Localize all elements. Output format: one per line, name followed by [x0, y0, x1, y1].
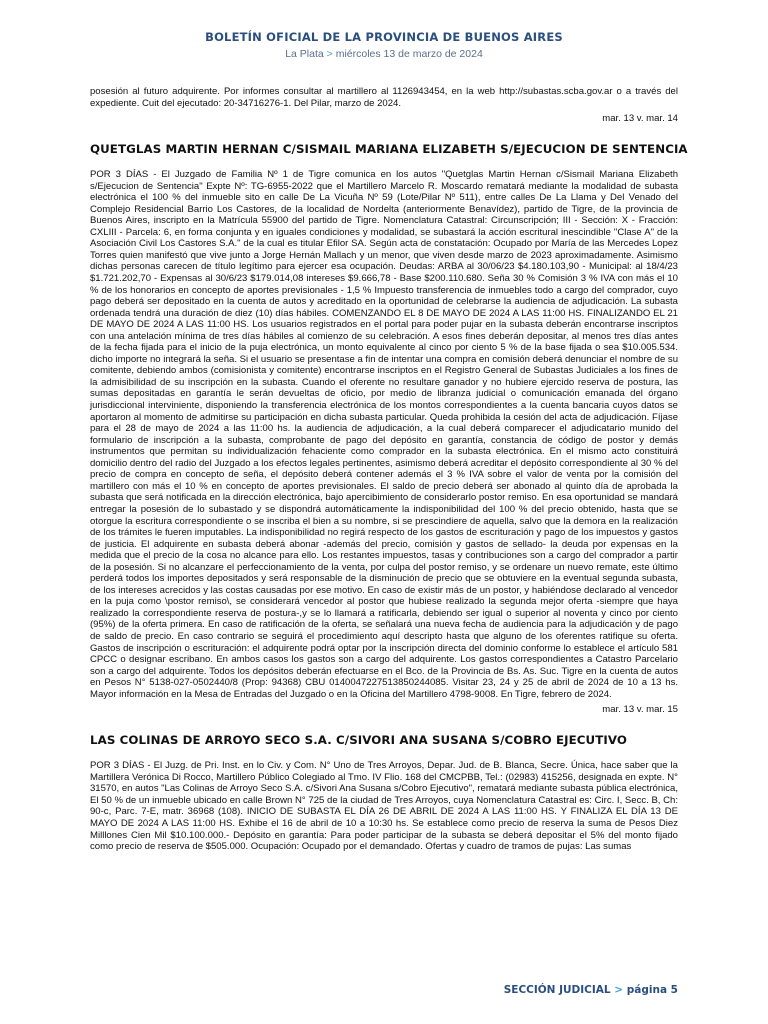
page-header: [0, 30, 768, 60]
intro-publication-dates: mar. 13 v. mar. 14: [602, 113, 678, 125]
footer-separator: >: [614, 984, 624, 996]
edict-2-heading: LAS COLINAS DE ARROYO SECO S.A. C/SIVORI ANA SUSANA S/COBRO EJECUTIVO: [90, 733, 627, 748]
dateline-date: miércoles 13 de marzo de 2024: [335, 48, 483, 60]
edict-2-body: POR 3 DÍAS - El Juzg. de Pri. Inst. en lo Civ. y Com. N° Uno de Tres Arroyos, Depar. Jud. de B. Blanca, Secre. Única, hace saber que la Martillera Verónica Di Rocco, Martillero Público Colegiado al Tmo. IV Flio. 168 del CMCPBB, Tel.: (02983) 415256, designada en expte. N° 31570, en autos "Las Colinas de Arroyo Seco S.A. c/Sivori Ana Susana s/Cobro Ejecutivo", rematará mediante subasta pública electrónica, El 50 % de un inmueble ubicado en calle Brown N° 725 de la ciudad de Tres Arroyos, cuya Nomenclatura Catastral es: Circ. I, Secc. B, Ch: 90-c, Parc. 7-E, matr. 36968 (108). INICIO DE SUBASTA EL DÍA 26 DE ABRIL DE 2024 A LAS 11:00 HS. Y FINALIZA EL DÍA 13 DE MAYO DE 2024 A LAS 11:00 HS. Exhibe el 16 de abril de 10 a 10:30 hs. Se establece como precio de reserva la suma de Pesos Diez Milllones Cien Mil $10.100.000.- Depósito en garantía: Para poder participar de la subasta se deberá depositar el 5% del monto fijado como precio de reserva de $505.000. Ocupación: Ocupado por el demandado. Ofertas y cuadro de tramos de pujas: Las sumas: [90, 760, 678, 853]
edict-1-heading: QUETGLAS MARTIN HERNAN C/SISMAIL MARIANA ELIZABETH S/EJECUCION DE SENTENCIA: [90, 142, 688, 157]
footer-section: SECCIÓN JUDICIAL: [503, 984, 611, 996]
bulletin-dateline: [0, 48, 768, 60]
page-footer: [504, 984, 678, 996]
dateline-city: La Plata: [285, 48, 324, 60]
intro-paragraph: posesión al futuro adquirente. Por informes consultar al martillero al 1126943454, en la web http://subastas.scba.gov.ar o a través del expediente. Cuit del ejecutado: 20-34716276-1. Del Pilar, marzo de 2024.: [90, 86, 678, 109]
edict-1-publication-dates: mar. 13 v. mar. 15: [602, 704, 678, 716]
edict-1-body: POR 3 DÍAS - El Juzgado de Familia Nº 1 de Tigre comunica en los autos "Quetglas Martin Hernan c/Sismail Mariana Elizabeth s/Ejecucion de Sentencia" Expte Nº: TG-6955-2022 que el Martillero Marcelo R. Moscardo rematará mediante la modalidad de subasta electrónica el 100 % del inmueble sito en calle De La Vicuña Nº 59 (Lote/Pilar Nº 511), entre calles De La Llama y Del Venado del Complejo Residencial Barrio Los Castores, de la localidad de Nordelta (anteriormente Benavídez), partido de Tigre, de la provincia de Buenos Aires, inscripto en la Matrícula 55900 del partido de Tigre. Nomenclatura Catastral: Circunscripción; III - Sección: X - Fracción: CXLIII - Parcela: 6, en forma conjunta y en iguales condiciones y modalidad, se subastará la acción escritural inescindible "Clase A" de la Asociación Civil Los Castores S.A." de la cual es titular Efilor SA. Según acta de constatación: Ocupado por María de las Mercedes Lopez Torres quien manifestó que vive junto a Jorge Hernán Mallach y un menor, que viven desde marzo de 2023 aproximadamente. Asimismo dichas personas carecen de título legítimo para ejercer esa ocupación. Deudas: ARBA al 30/06/23 $4.180.103,90 - Municipal: al 18/4/23 $1.721.202,70 - Expensas al 30/6/23 $179.014,08 intereses $9.666,78 - Base $200.110.680. Seña 30 % Comisión 3 % IVA con más el 10 % de los honorarios en concepto de aportes previsionales - 1,5 % Impuesto transferencia de inmuebles todo a cargo del comprador, cuyo pago deberá ser depositado en la cuenta de autos y acreditado en la oportunidad de celebrarse la audiencia de adjudicación. La subasta ordenada tendrá una duración de diez (10) días hábiles. COMENZANDO EL 8 DE MAYO DE 2024 A LAS 11:00 HS. FINALIZANDO EL 21 DE MAYO DE 2024 A LAS 11:00 HS. Los usuarios registrados en el portal para poder pujar en la subasta deberán encontrarse inscriptos con una antelación mínima de tres días hábiles al comienzo de su celebración. A esos fines deberán depositar, al menos tres días antes de la fecha fijada para el inicio de la puja electrónica, un monto equivalente al cinco por ciento 5 % de la base fijada o sea $10.005.534. dicho importe no integrará la seña. Si el usuario se presentase a fin de intentar una compra en comisión deberá denunciar el nombre de su comitente, debiendo ambos (comisionista y comitente) encontrarse inscriptos en el Registro General de Subastas Judiciales a los fines de la admisibilidad de su inscripción en la subasta. Cuando el oferente no resultare ganador y no hubiere ejercido reserva de postura, las sumas depositadas en garantía le serán devueltas de oficio, por medio de libranza judicial o comunicación emanada del órgano jurisdiccional interviniente, disponiendo la transferencia electrónica de los montos correspondientes a la cuenta bancaria cuyos datos se aportaron al momento de admitirse su participación en dicha subasta particular. Queda prohibida la cesión del acta de adjudicación. Fíjase para el 28 de mayo de 2024 a las 11:00 hs. la audiencia de adjudicación, a la cual deberá comparecer el adjudicatario munido del formulario de inscripción a la subasta, comprobante de pago del depósito en garantía, constancia de código de postor y demás instrumentos que permitan su individualización fehaciente como comprador en la subasta electrónica. En el mismo acto constituirá domicilio dentro del radio del Juzgado a los efectos legales pertinentes, asimismo deberá acreditar el depósito correspondiente al 30 % del precio de compra en concepto de seña, el depósito deberá contener además el 3 % IVA sobre el valor de venta por la comisión del martillero con más el 10 % en concepto de aportes previsionales. El saldo de precio deberá ser abonado al quinto día de aprobada la subasta que será notificada en la dirección electrónica, bajo apercibimiento de considerarlo postor remiso. En esa oportunidad se mandará entregar la posesión de lo subastado y se dispondrá automáticamente la indisponibilidad del 100 % del precio obtenido, hasta que se otorgue la escritura correspondiente o se inscriba el bien a su nombre, si se prescindiere de aquella, salvo que la demora en la realización de los trámites le fueren imputables. La indisponibilidad no regirá respecto de los gastos de escrituración y pago de los impuestos y gastos de justicia. El adquirente en subasta deberá abonar -además del precio, comisión y gastos de sellado- la deuda por expensas en la medida que el precio de la cosa no alcance para ello. Los restantes impuestos, tasas y contribuciones son a cargo del comprador a partir de la posesión. Si no alcanzare el perfeccionamiento de la venta, por culpa del postor remiso, y se ordenare un nuevo remate, este último perderá todos los importes depositados y será responsable de la disminución de precio que se obtuviere en la eventual segunda subasta, de los intereses acrecidos y las costas causadas por ese motivo. En caso de existir más de un postor, y habiéndose declarado al vencedor en la puja como \postor remiso\, se considerará vencedor al postor que hubiese realizado la segunda mejor oferta -siempre que haya realizado la correspondiente reserva de postura-,y se lo llamará a ratificarla, debiendo ser igual o superior al noventa y cinco por ciento (95%) de la oferta primera. En caso de ratificación de la oferta, se señalará una nueva fecha de audiencia para la adjudicación y de pago de saldo de precio. En caso contrario se seguirá el procedimiento aquí descripto hasta que alguno de los oferentes ratifique su oferta. Gastos de inscripción o escrituración: el adquirente podrá optar por la inscripción directa del dominio conforme lo establece el artículo 581 CPCC o designar escribano. En ambos casos los gastos son a cargo del adquirente. Los gastos correspondientes a Catastro Parcelario son a cargo del adquirente. Todos los depósitos deberán efectuarse en el Bco. de la Provincia de Bs. As. Suc. Tigre en la cuenta de autos en Pesos N° 5138-027-0502440/8 (Prop: 94368) CBU 0140047227513850244085. Visitar 23, 24 y 25 de abril de 2024 de 10 a 13 hs. Mayor información en la Mesa de Entradas del Juzgado o en la Oficina del Martillero 4798-9008. En Tigre, febrero de 2024.: [90, 169, 679, 700]
page-content: [90, 86, 688, 853]
bulletin-title: BOLETÍN OFICIAL DE LA PROVINCIA DE BUENOS AIRES: [205, 30, 563, 44]
footer-page-number: página 5: [626, 984, 678, 996]
dateline-separator: >: [326, 48, 333, 60]
